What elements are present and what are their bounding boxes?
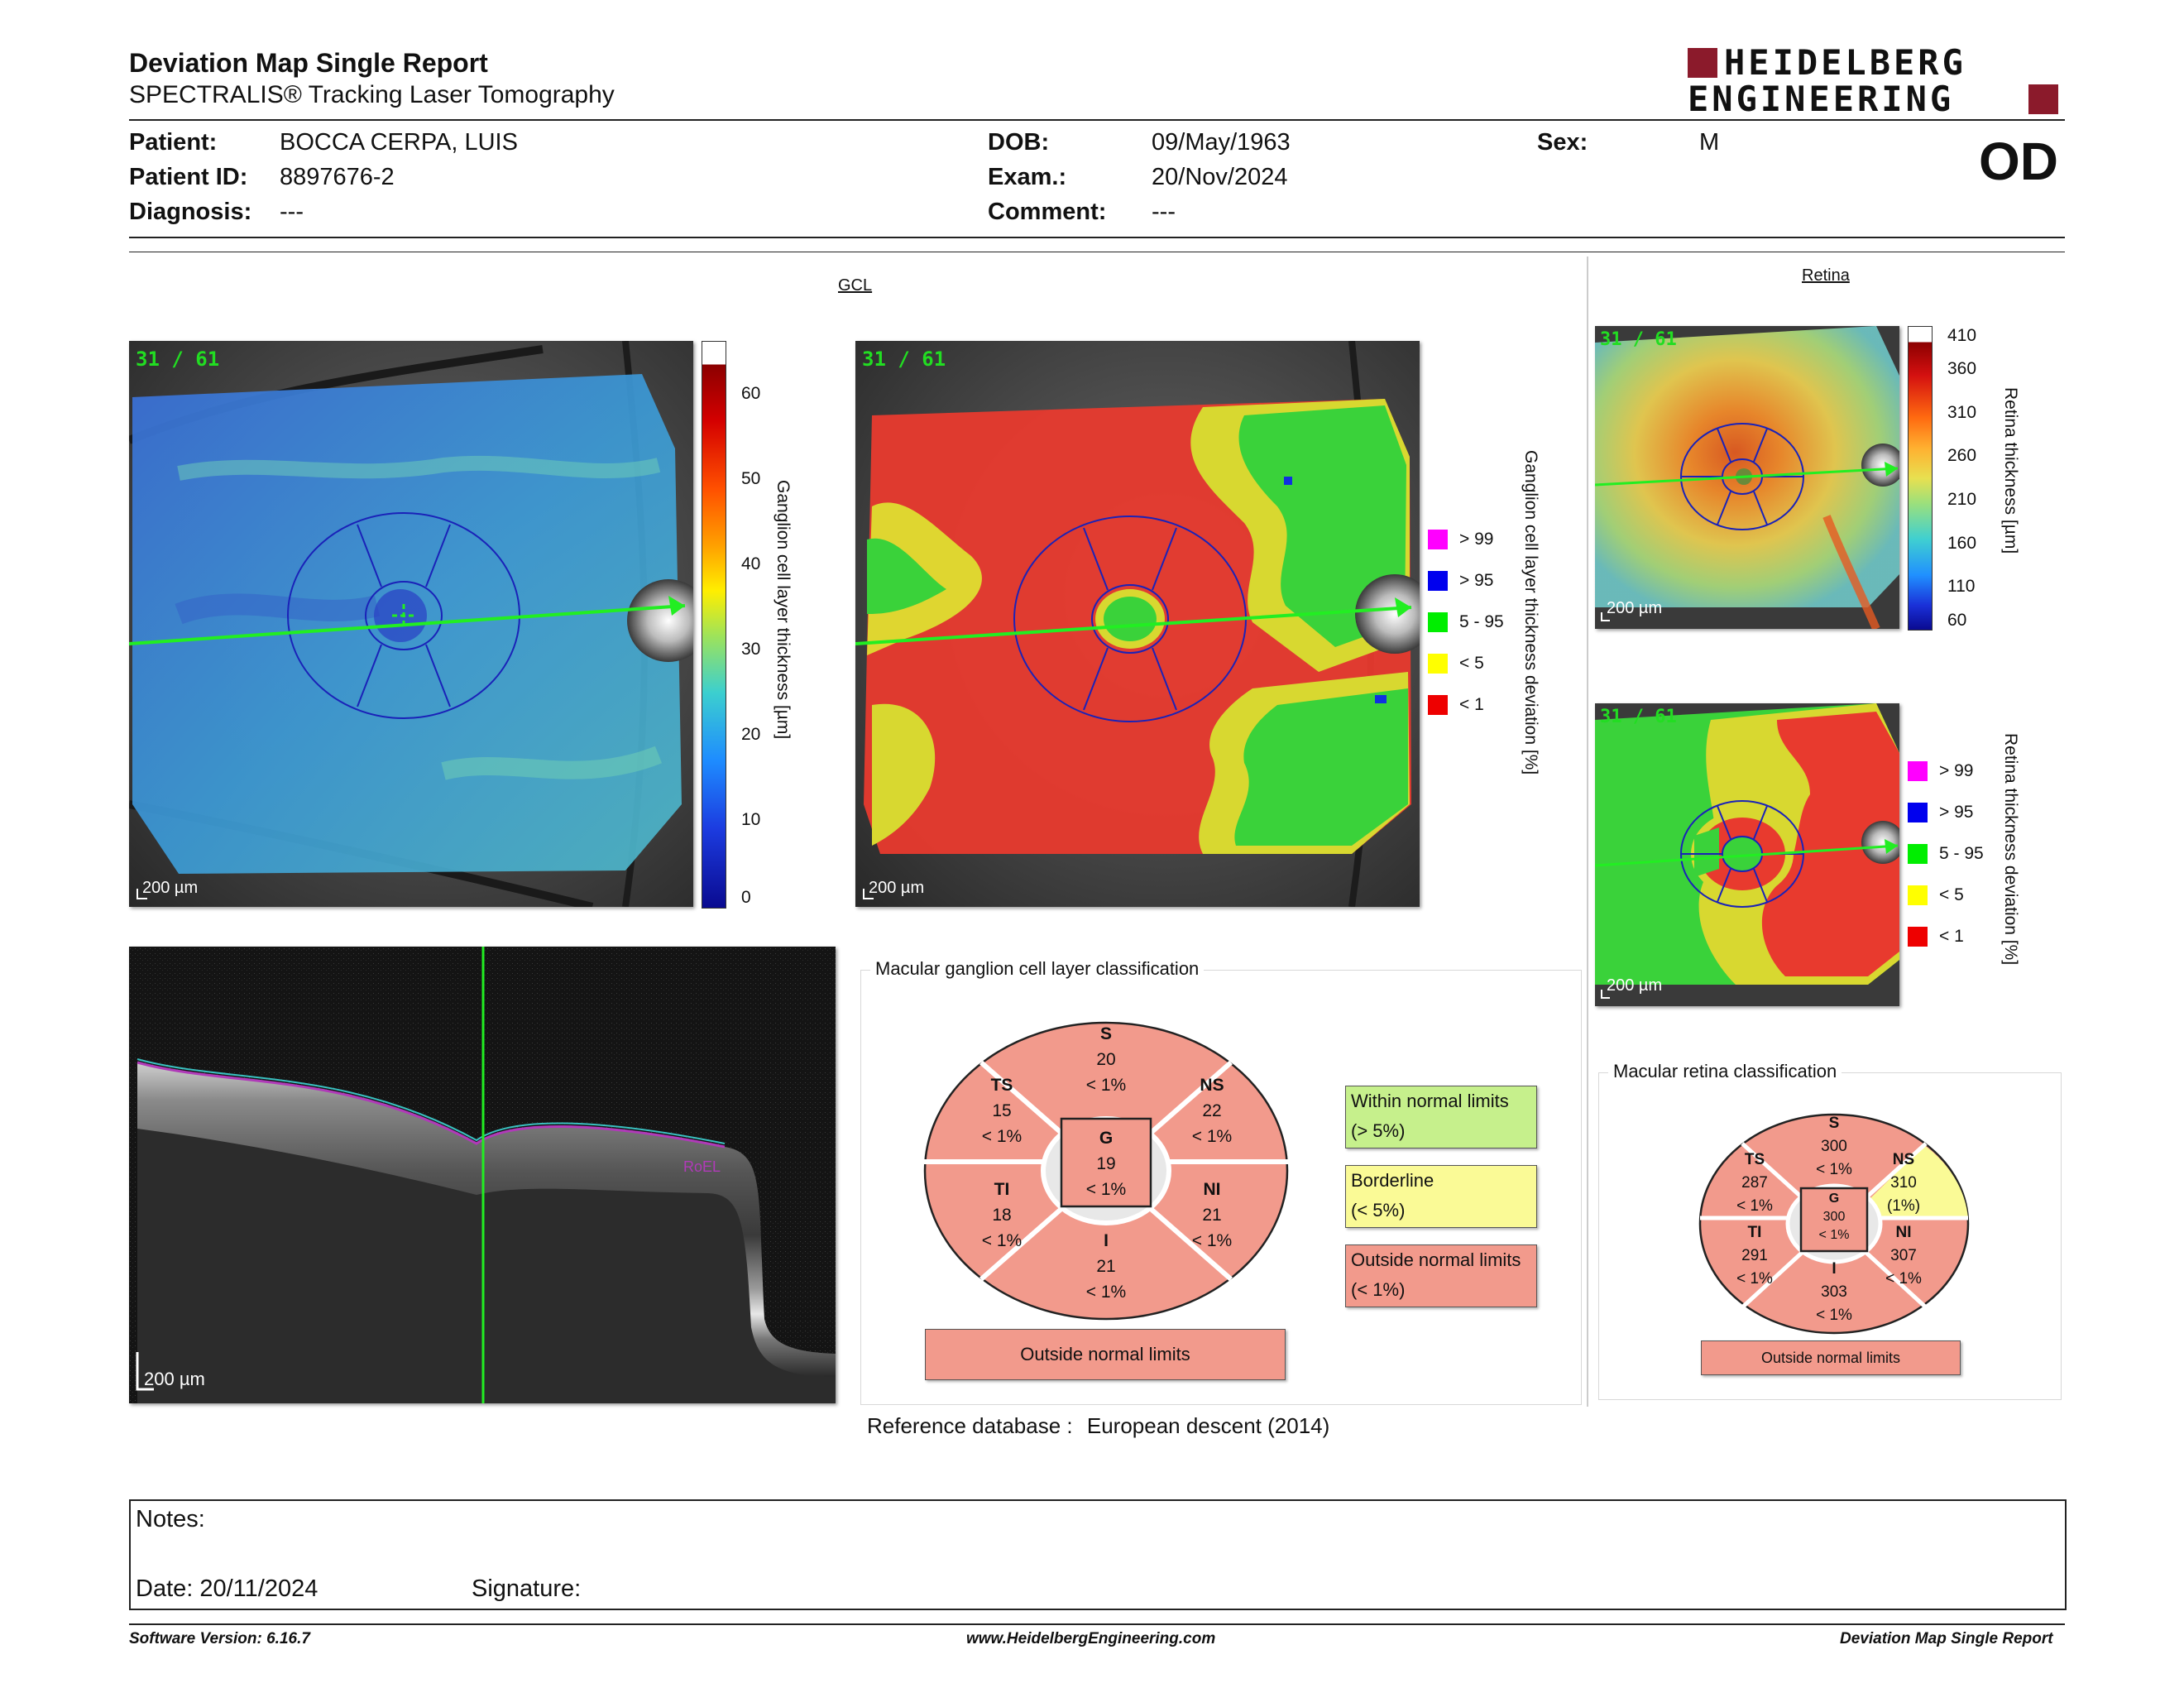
gcl-sector-ts <box>965 1072 1039 1149</box>
notes-date: Date: 20/11/2024 <box>136 1575 318 1602</box>
legend-label: 5 - 95 <box>1939 844 1984 863</box>
sector-name: TI <box>994 1180 1010 1199</box>
sector-pct: < 1% <box>1085 1283 1127 1302</box>
legend-swatch <box>1428 530 1448 549</box>
sector-pct: < 1% <box>1816 1161 1852 1178</box>
gcl-deviation-map-graphic <box>855 341 1420 907</box>
retina-colorbar-tick: 260 <box>1947 446 1977 465</box>
retina-deviation-axis-label: Retina thickness deviation [%] <box>2001 733 2020 966</box>
retina-sector-s <box>1797 1112 1871 1182</box>
gcl-legend-item <box>1428 612 1504 632</box>
gcl-deviation-map <box>855 341 1420 907</box>
gcl-deviation-axis-label: Ganglion cell layer thickness deviation [%] <box>1521 450 1540 775</box>
retina-sector-ns <box>1866 1149 1941 1218</box>
retina-colorbar-tick: 360 <box>1947 359 1977 378</box>
sector-name: I <box>1832 1260 1837 1278</box>
sector-value: 300 <box>1822 1210 1846 1224</box>
sector-value: 18 <box>992 1206 1012 1225</box>
gcl-result-label: Outside normal limits <box>1020 1344 1190 1364</box>
sector-value: 303 <box>1821 1283 1847 1301</box>
legend-label: < 1 <box>1939 927 1964 946</box>
patient-id-label: Patient ID: <box>129 164 248 190</box>
legend-swatch <box>1428 571 1448 591</box>
retina-deviation-map-graphic <box>1595 703 1899 1006</box>
notes-box[interactable] <box>129 1499 2067 1610</box>
gcl-colorbar-tick: 60 <box>741 384 761 403</box>
logo-block-top <box>1688 48 1717 78</box>
sector-value: 291 <box>1741 1247 1768 1264</box>
retina-thickness-scale-label: 200 µm <box>1607 599 1663 617</box>
sector-name: G <box>1828 1192 1840 1206</box>
retina-colorbar-tick: 410 <box>1947 326 1977 345</box>
gcl-sector-s <box>1069 1021 1143 1098</box>
reference-value: European descent (2014) <box>1086 1413 1330 1438</box>
retina-classification-title: Macular retina classification <box>1608 1061 1842 1082</box>
sex-label: Sex: <box>1537 129 1588 156</box>
retina-sector-ts <box>1717 1149 1792 1218</box>
retina-thickness-map-graphic <box>1595 326 1899 629</box>
gcl-thickness-map <box>129 341 693 907</box>
diagnosis-label: Diagnosis: <box>129 199 252 225</box>
comment-value: --- <box>1152 199 1176 225</box>
dob-value: 09/May/1963 <box>1152 129 1291 156</box>
sector-value: 287 <box>1741 1174 1768 1192</box>
legend-swatch <box>1908 803 1928 822</box>
gcl-legend-item <box>1428 695 1484 715</box>
sector-pct: < 1% <box>1191 1231 1233 1250</box>
gcl-classification-title: Macular ganglion cell layer classification <box>870 958 1204 980</box>
patient-name: BOCCA CERPA, LUIS <box>280 129 518 156</box>
heidelberg-logo <box>1688 42 2068 119</box>
legend-swatch <box>1428 612 1448 632</box>
retina-legend-item <box>1908 844 1984 864</box>
legend-label: < 5 <box>1459 654 1484 673</box>
column-divider <box>1587 257 1588 1407</box>
sector-value: 20 <box>1096 1050 1116 1069</box>
diagnosis-value: --- <box>280 199 304 225</box>
logo-line-2: ENGINEERING <box>1688 79 1955 119</box>
sector-name: I <box>1104 1231 1109 1250</box>
gcl-legend-item <box>1428 654 1484 674</box>
patient-id: 8897676-2 <box>280 164 395 190</box>
notes-label: Notes: <box>136 1506 205 1532</box>
legend-swatch <box>1428 695 1448 715</box>
sector-value: 15 <box>992 1101 1012 1120</box>
retina-colorbar-tick: 110 <box>1947 577 1976 596</box>
sector-name: TI <box>1747 1224 1762 1241</box>
gcl-thickness-colorbar <box>702 341 726 909</box>
legend-label: > 95 <box>1939 803 1974 822</box>
legend-swatch <box>1908 927 1928 947</box>
sector-value: 21 <box>1096 1257 1116 1276</box>
sector-pct: < 1% <box>1736 1270 1773 1288</box>
sector-name: G <box>1099 1129 1114 1148</box>
legend-line-2: (< 5%) <box>1351 1200 1406 1220</box>
gcl-section-title: GCL <box>838 276 873 295</box>
retina-colorbar-tick: 210 <box>1947 490 1977 509</box>
sector-name: S <box>1828 1115 1840 1132</box>
retina-result-label: Outside normal limits <box>1760 1350 1901 1366</box>
logo-line-1: HEIDELBERG <box>1724 42 1966 83</box>
legend-line-2: (> 5%) <box>1351 1120 1406 1141</box>
notes-signature: Signature: <box>472 1575 582 1602</box>
gcl-thickness-scan-label: 31 / 61 <box>136 348 220 371</box>
legend-swatch <box>1908 844 1928 864</box>
gcl-sector-i <box>1069 1228 1143 1305</box>
gcl-thickness-axis-label: Ganglion cell layer thickness [µm] <box>774 480 793 740</box>
logo-block-bottom <box>2028 84 2058 114</box>
retina-legend-item <box>1908 803 1973 822</box>
sector-pct: (1%) <box>1886 1197 1921 1215</box>
legend-label: < 1 <box>1459 695 1484 714</box>
sector-pct: < 1% <box>1085 1076 1127 1095</box>
legend-label: > 99 <box>1939 761 1974 780</box>
reference-label: Reference database : <box>867 1413 1073 1438</box>
sector-pct: < 1% <box>1085 1180 1127 1199</box>
sector-pct: < 1% <box>1816 1307 1852 1324</box>
gcl-sector-ni <box>1175 1177 1249 1254</box>
retina-legend-item <box>1908 927 1964 947</box>
report-type: Deviation Map Single Report <box>1840 1630 2053 1647</box>
gcl-sector-g <box>1069 1125 1143 1202</box>
sector-pct: < 1% <box>981 1127 1023 1146</box>
gcl-colorbar-tick: 20 <box>741 725 761 744</box>
retina-sector-i <box>1797 1258 1871 1327</box>
legend-label: > 95 <box>1459 571 1494 590</box>
retina-legend-item <box>1908 885 1964 905</box>
eye-indicator: OD <box>1979 132 2058 191</box>
software-version: Software Version: 6.16.7 <box>129 1630 310 1647</box>
oct-bscan <box>129 947 836 1403</box>
sector-pct: < 1% <box>1885 1270 1922 1288</box>
sector-pct: < 1% <box>1818 1228 1850 1242</box>
sector-name: S <box>1099 1024 1112 1043</box>
gcl-sector-ti <box>965 1177 1039 1254</box>
header-divider <box>129 119 2065 121</box>
retina-colorbar-tick: 160 <box>1947 534 1977 553</box>
sector-pct: < 1% <box>981 1231 1023 1250</box>
sector-name: NS <box>1200 1076 1224 1095</box>
legend-borderline <box>1345 1165 1537 1228</box>
gcl-thickness-map-graphic <box>129 341 693 907</box>
bscan-layer-label: RoEL <box>683 1158 721 1175</box>
gcl-legend-item <box>1428 530 1493 549</box>
retina-deviation-scale-label: 200 µm <box>1607 976 1663 995</box>
footer-divider <box>129 1623 2065 1625</box>
retina-sector-g <box>1797 1190 1871 1244</box>
patient-divider-1 <box>129 237 2065 238</box>
sex-value: M <box>1699 129 1720 156</box>
retina-sector-ti <box>1717 1221 1792 1291</box>
gcl-deviation-scale-label: 200 µm <box>869 879 925 897</box>
sector-value: 300 <box>1821 1138 1847 1155</box>
sector-name: NI <box>1203 1180 1221 1199</box>
retina-deviation-map <box>1595 703 1899 1006</box>
dob-label: DOB: <box>988 129 1050 156</box>
sector-value: 21 <box>1202 1206 1222 1225</box>
gcl-colorbar-tick: 0 <box>741 888 751 907</box>
retina-legend-item <box>1908 761 1973 781</box>
gcl-colorbar-tick: 10 <box>741 810 761 829</box>
legend-swatch <box>1908 761 1928 781</box>
legend-swatch <box>1908 885 1928 905</box>
sector-pct: < 1% <box>1191 1127 1233 1146</box>
exam-label: Exam.: <box>988 164 1067 190</box>
legend-within-normal <box>1345 1086 1537 1149</box>
bscan-scale-label: 200 µm <box>144 1369 205 1389</box>
sector-value: 310 <box>1890 1174 1917 1192</box>
retina-thickness-axis-label: Retina thickness [µm] <box>2001 387 2020 554</box>
sector-value: 307 <box>1890 1247 1917 1264</box>
comment-label: Comment: <box>988 199 1107 225</box>
retina-colorbar-tick: 60 <box>1947 611 1967 630</box>
sector-name: NS <box>1892 1151 1915 1168</box>
retina-result-box <box>1701 1340 1961 1375</box>
retina-colorbar-tick: 310 <box>1947 403 1977 422</box>
legend-swatch <box>1428 654 1448 674</box>
exam-value: 20/Nov/2024 <box>1152 164 1288 190</box>
gcl-legend-item <box>1428 571 1493 591</box>
legend-outside-normal <box>1345 1244 1537 1307</box>
website-link[interactable]: www.HeidelbergEngineering.com <box>966 1630 1216 1647</box>
reference-database <box>867 1413 1329 1439</box>
oct-bscan-graphic <box>129 947 836 1403</box>
gcl-result-box <box>925 1329 1286 1380</box>
legend-line-1: Within normal limits <box>1351 1091 1509 1111</box>
patient-label: Patient: <box>129 129 218 156</box>
report-title: Deviation Map Single Report <box>129 48 488 78</box>
gcl-deviation-scan-label: 31 / 61 <box>862 348 946 371</box>
retina-deviation-scan-label: 31 / 61 <box>1600 707 1677 727</box>
retina-thickness-map <box>1595 326 1899 629</box>
legend-label: 5 - 95 <box>1459 612 1504 631</box>
report-subtitle: SPECTRALIS® Tracking Laser Tomography <box>129 81 615 108</box>
legend-line-1: Outside normal limits <box>1351 1249 1521 1270</box>
gcl-sector-ns <box>1175 1072 1249 1149</box>
legend-label: > 99 <box>1459 530 1494 549</box>
sector-name: TS <box>1744 1151 1765 1168</box>
sector-value: 19 <box>1096 1154 1116 1173</box>
legend-line-2: (< 1%) <box>1351 1279 1406 1300</box>
retina-sector-ni <box>1866 1221 1941 1291</box>
gcl-colorbar-tick: 40 <box>741 554 761 573</box>
sector-pct: < 1% <box>1736 1197 1773 1215</box>
gcl-thickness-scale-label: 200 µm <box>142 879 199 897</box>
gcl-colorbar-tick: 30 <box>741 640 761 659</box>
retina-section-title: Retina <box>1802 266 1850 285</box>
retina-thickness-colorbar <box>1908 326 1933 631</box>
gcl-colorbar-tick: 50 <box>741 469 761 488</box>
sector-value: 22 <box>1202 1101 1222 1120</box>
legend-line-1: Borderline <box>1351 1170 1434 1191</box>
retina-thickness-scan-label: 31 / 61 <box>1600 329 1677 350</box>
sector-name: NI <box>1895 1224 1912 1241</box>
sector-name: TS <box>990 1076 1013 1095</box>
legend-label: < 5 <box>1939 885 1964 904</box>
